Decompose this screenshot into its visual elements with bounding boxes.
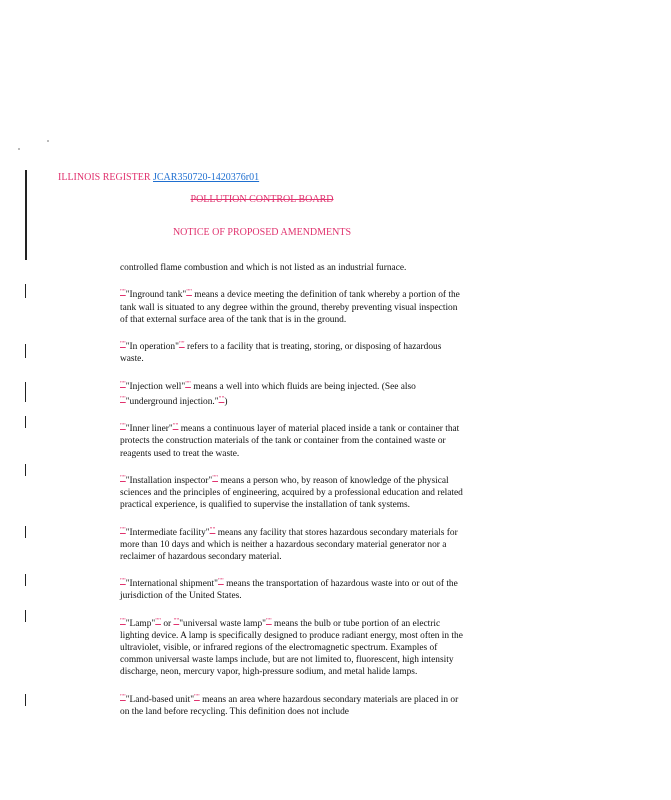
revision-bar [25, 526, 26, 538]
definition-land-based-unit [120, 691, 465, 718]
edit-marker: "" [186, 288, 192, 297]
definition-intermediate-facility [120, 524, 465, 563]
notice-title: NOTICE OF PROPOSED AMENDMENTS [172, 227, 352, 238]
defined-term: "Intermediate facility" [125, 527, 210, 538]
defined-term: "Lamp" [125, 618, 156, 629]
edit-marker: "" [120, 422, 126, 431]
defined-term: "Inground tank" [125, 290, 187, 301]
paragraph [120, 262, 465, 274]
register-title: ILLINOIS REGISTER [58, 172, 151, 183]
definition-injection-well [120, 378, 465, 408]
revision-bar [25, 416, 26, 428]
board-name: POLLUTION CONTROL BOARD [190, 194, 334, 205]
edit-marker: "" [218, 394, 225, 403]
edit-marker: "" [178, 340, 185, 349]
edit-marker: "" [194, 692, 200, 701]
edit-marker: "" [265, 616, 272, 625]
edit-marker: "" [120, 577, 126, 586]
body-text [120, 262, 465, 730]
edit-marker: "" [120, 379, 126, 388]
definition-text: ) [224, 396, 228, 407]
edit-marker: "" [120, 288, 126, 297]
register-header [58, 172, 259, 184]
defined-term: "In operation" [125, 342, 179, 353]
edit-marker: "" [172, 422, 179, 431]
definition-international-shipment [120, 575, 465, 602]
register-tag-link[interactable]: JCAR350720-1420376r01 [153, 172, 260, 183]
definition-text: means an area where hazardous secondary materials are placed in or on the land before recycling. This definition does not include [120, 694, 459, 717]
definition-text: means any facility that stores hazardous secondary materials for more than 10 days and which is neither a hazardous secondary material generator nor a reclaimer of hazardous secondary material. [120, 527, 458, 562]
definition-lamp [120, 615, 465, 678]
revision-bar [25, 694, 26, 706]
revision-bar [25, 344, 26, 358]
definition-text: means a device meeting the definition of tank whereby a portion of the tank wall is situated to any degree within the ground, thereby preventing visual inspection of that external surface area of the tank that is in the ground. [120, 290, 460, 325]
defined-term: "Land-based unit" [125, 694, 195, 705]
edit-marker: "" [185, 379, 191, 388]
definition-text: refers to a facility that is treating, storing, or disposing of hazardous waste. [120, 342, 442, 365]
edit-marker: "" [120, 340, 126, 349]
defined-term: "universal waste lamp" [179, 618, 266, 629]
revision-bar [25, 464, 26, 476]
defined-term: "Inner liner" [125, 424, 173, 435]
edit-marker: "" [173, 616, 180, 625]
defined-term: "Installation inspector" [125, 475, 213, 486]
revision-bar [25, 610, 26, 622]
definition-text: means a continuous layer of material placed inside a tank or container that protects the construction materials of the tank or container from the contained waste or reagents used to treat the waste. [120, 424, 460, 459]
definition-in-operation [120, 338, 465, 365]
edit-marker: "" [209, 525, 216, 534]
edit-marker: "" [212, 473, 218, 482]
edit-marker: "" [218, 577, 224, 586]
cross-reference: "underground injection." [125, 396, 219, 407]
edit-marker: "" [120, 473, 126, 482]
definition-installation-inspector [120, 472, 465, 511]
definition-inner-liner [120, 420, 465, 459]
revision-bar [25, 284, 26, 298]
edit-marker: "" [120, 616, 126, 625]
definition-inground-tank [120, 286, 465, 325]
scan-speck [18, 148, 20, 150]
definition-text: means the transportation of hazardous waste into or out of the jurisdiction of the United States. [120, 579, 458, 602]
defined-term: "International shipment" [125, 579, 218, 590]
revision-bar [25, 382, 26, 402]
scan-speck [47, 140, 49, 142]
edit-marker: "" [120, 394, 126, 403]
definition-text: or [160, 618, 174, 629]
definition-text: means the bulb or tube portion of an electric lighting device. A lamp is specifically designed to produce radiant energy, most often in the ultraviolet, visible, or infrared regions of the electromagnetic spectrum. Examples of common universal waste lamps include, but are not limited to, fluorescent, high intensity discharge, neon, mercury vapor, high-pressure sodium, and metal halide lamps. [120, 618, 463, 678]
edit-marker: "" [155, 616, 161, 625]
definition-text: means a well into which fluids are being injected. (See also [190, 381, 416, 392]
definition-text: means a person who, by reason of knowledge of the physical sciences and the principles of engineering, acquired by a professional education and related practical experience, is qualified to supervise the installation of tank systems. [120, 475, 463, 511]
revision-bar [25, 574, 26, 586]
defined-term: "Injection well" [125, 381, 186, 392]
edit-marker: "" [120, 692, 126, 701]
paragraph-text: controlled flame combustion and which is not listed as an industrial furnace. [120, 263, 407, 273]
edit-marker: "" [120, 525, 126, 534]
revision-bar [25, 170, 27, 260]
